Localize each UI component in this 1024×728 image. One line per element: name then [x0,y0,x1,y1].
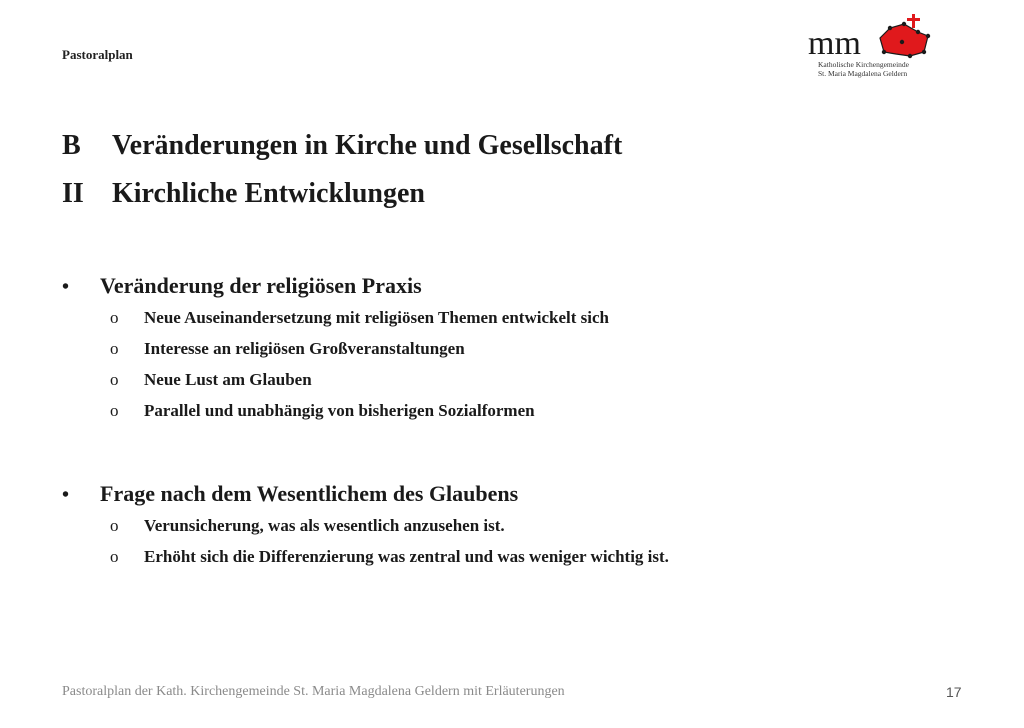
list-item [62,395,962,426]
sub-bullet-marker: o [110,547,119,566]
bullet-heading [62,270,962,302]
sub-bullet-marker: o [110,370,119,389]
sub-bullet-marker: o [110,401,119,420]
title-line-1 [62,122,942,170]
page-number: 17 [946,684,962,700]
title-line-2-number: II [62,178,84,209]
title-line-2-text: Kirchliche Entwicklungen [112,178,425,209]
list-item-text: Parallel und unabhängig von bisherigen Sozialformen [144,401,535,420]
list-item [62,510,962,541]
parish-logo [806,12,936,86]
bullet-marker: • [62,484,70,506]
list-item-text: Neue Auseinandersetzung mit religiösen Themen entwickelt sich [144,308,609,327]
footer-text: Pastoralplan der Kath. Kirchengemeinde St. Maria Magdalena Geldern mit Erläuterungen [62,684,565,699]
sub-bullet-marker: o [110,516,119,535]
sub-bullet-marker: o [110,339,119,358]
logo-caption [818,60,909,78]
list-item-text: Neue Lust am Glauben [144,370,312,389]
list-item-text: Interesse an religiösen Großveranstaltungen [144,339,465,358]
list-item [62,364,962,395]
logo-graphic [806,12,936,62]
list-item [62,333,962,364]
logo-church-shape [880,24,928,56]
sub-bullet-marker: o [110,308,119,327]
bullet-heading-text: Frage nach dem Wesentlichem des Glaubens [100,481,519,506]
section-religious-practice [62,270,962,426]
header-label: Pastoralplan [62,47,133,62]
list-item [62,541,962,572]
title-line-1-number: B [62,130,81,161]
title-line-1-text: Veränderungen in Kirche und Gesellschaft [112,130,623,161]
bullet-heading-text: Veränderung der religiösen Praxis [100,273,422,298]
slide-title [62,122,942,218]
section-essence-of-faith [62,478,962,572]
list-item-text: Verunsicherung, was als wesentlich anzusehen ist. [144,516,505,535]
title-line-2 [62,170,942,218]
list-item-text: Erhöht sich die Differenzierung was zentral und was weniger wichtig ist. [144,547,669,566]
logo-caption-line1: Katholische Kirchengemeinde [818,60,910,69]
logo-caption-line2: St. Maria Magdalena Geldern [818,69,908,78]
bullet-heading [62,478,962,510]
bullet-marker: • [62,276,70,298]
list-item [62,302,962,333]
logo-text: mm [808,25,861,62]
